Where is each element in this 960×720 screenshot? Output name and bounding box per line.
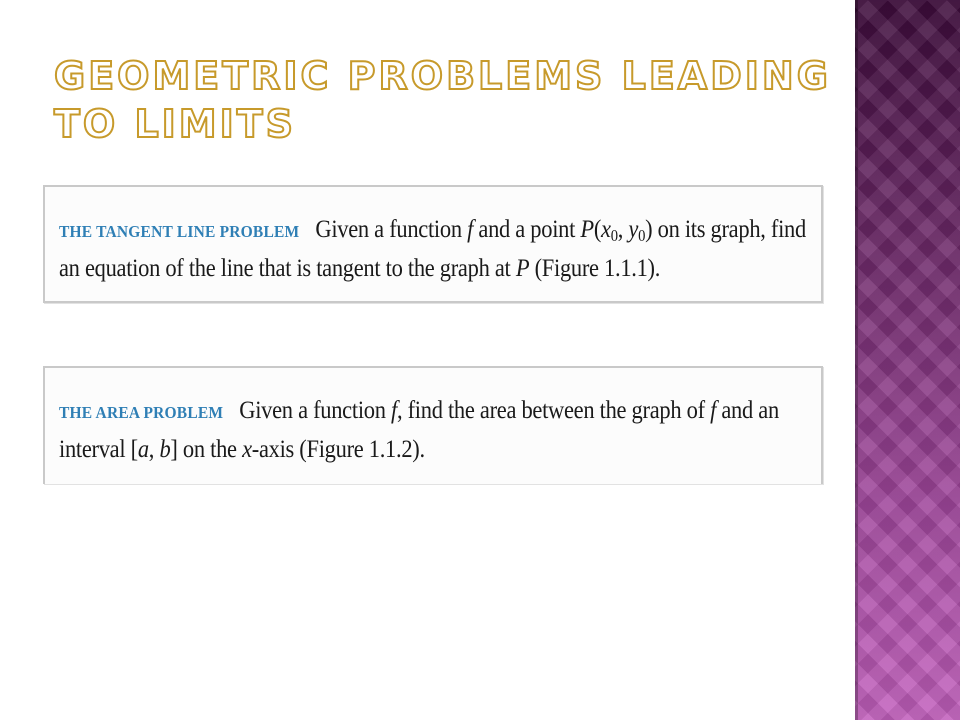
problem-text-segment: Given a function [315,214,468,243]
subscript: 0 [610,227,618,246]
comma: , [148,434,160,463]
slide-title: GEOMETRIC PROBLEMS LEADING TO LIMITS [54,54,831,146]
problem-text-segment: -axis (Figure 1.1.2). [251,434,425,463]
problem-text-segment: and an interval [ [59,395,779,463]
problem-text-segment: ] on the [170,434,243,463]
area-problem-text [59,392,809,467]
math-variable-f: f [710,395,717,424]
decorative-side-panel [855,0,960,720]
math-variable-p: P [515,253,530,282]
tangent-line-problem-text [59,211,809,286]
comma: , [617,214,629,243]
subscript: 0 [638,227,646,246]
math-variable-f: f [467,214,474,243]
problem-text-segment: Given a function [239,395,391,424]
paren: ( [593,214,602,243]
problem-text-segment: , find the area between the graph of [396,395,711,424]
problem-heading: THE TANGENT LINE PROBLEM [59,222,300,242]
math-variable-a: a [137,434,149,463]
area-problem-box [43,366,823,484]
math-variable-y: y [628,214,639,243]
problem-text-segment: (Figure 1.1.1). [529,253,661,282]
math-variable-b: b [159,434,171,463]
math-variable-x: x [601,214,611,243]
math-variable-p: P [580,214,594,243]
problem-text-segment: ) on its graph, find an equation of the line that is tangent to the graph at [59,214,806,282]
math-variable-f: f [391,395,397,424]
problem-text-segment: and a point [473,214,581,243]
math-variable-x: x [242,434,252,463]
problem-heading: THE AREA PROBLEM [59,403,224,423]
tangent-line-problem-box [43,185,823,303]
